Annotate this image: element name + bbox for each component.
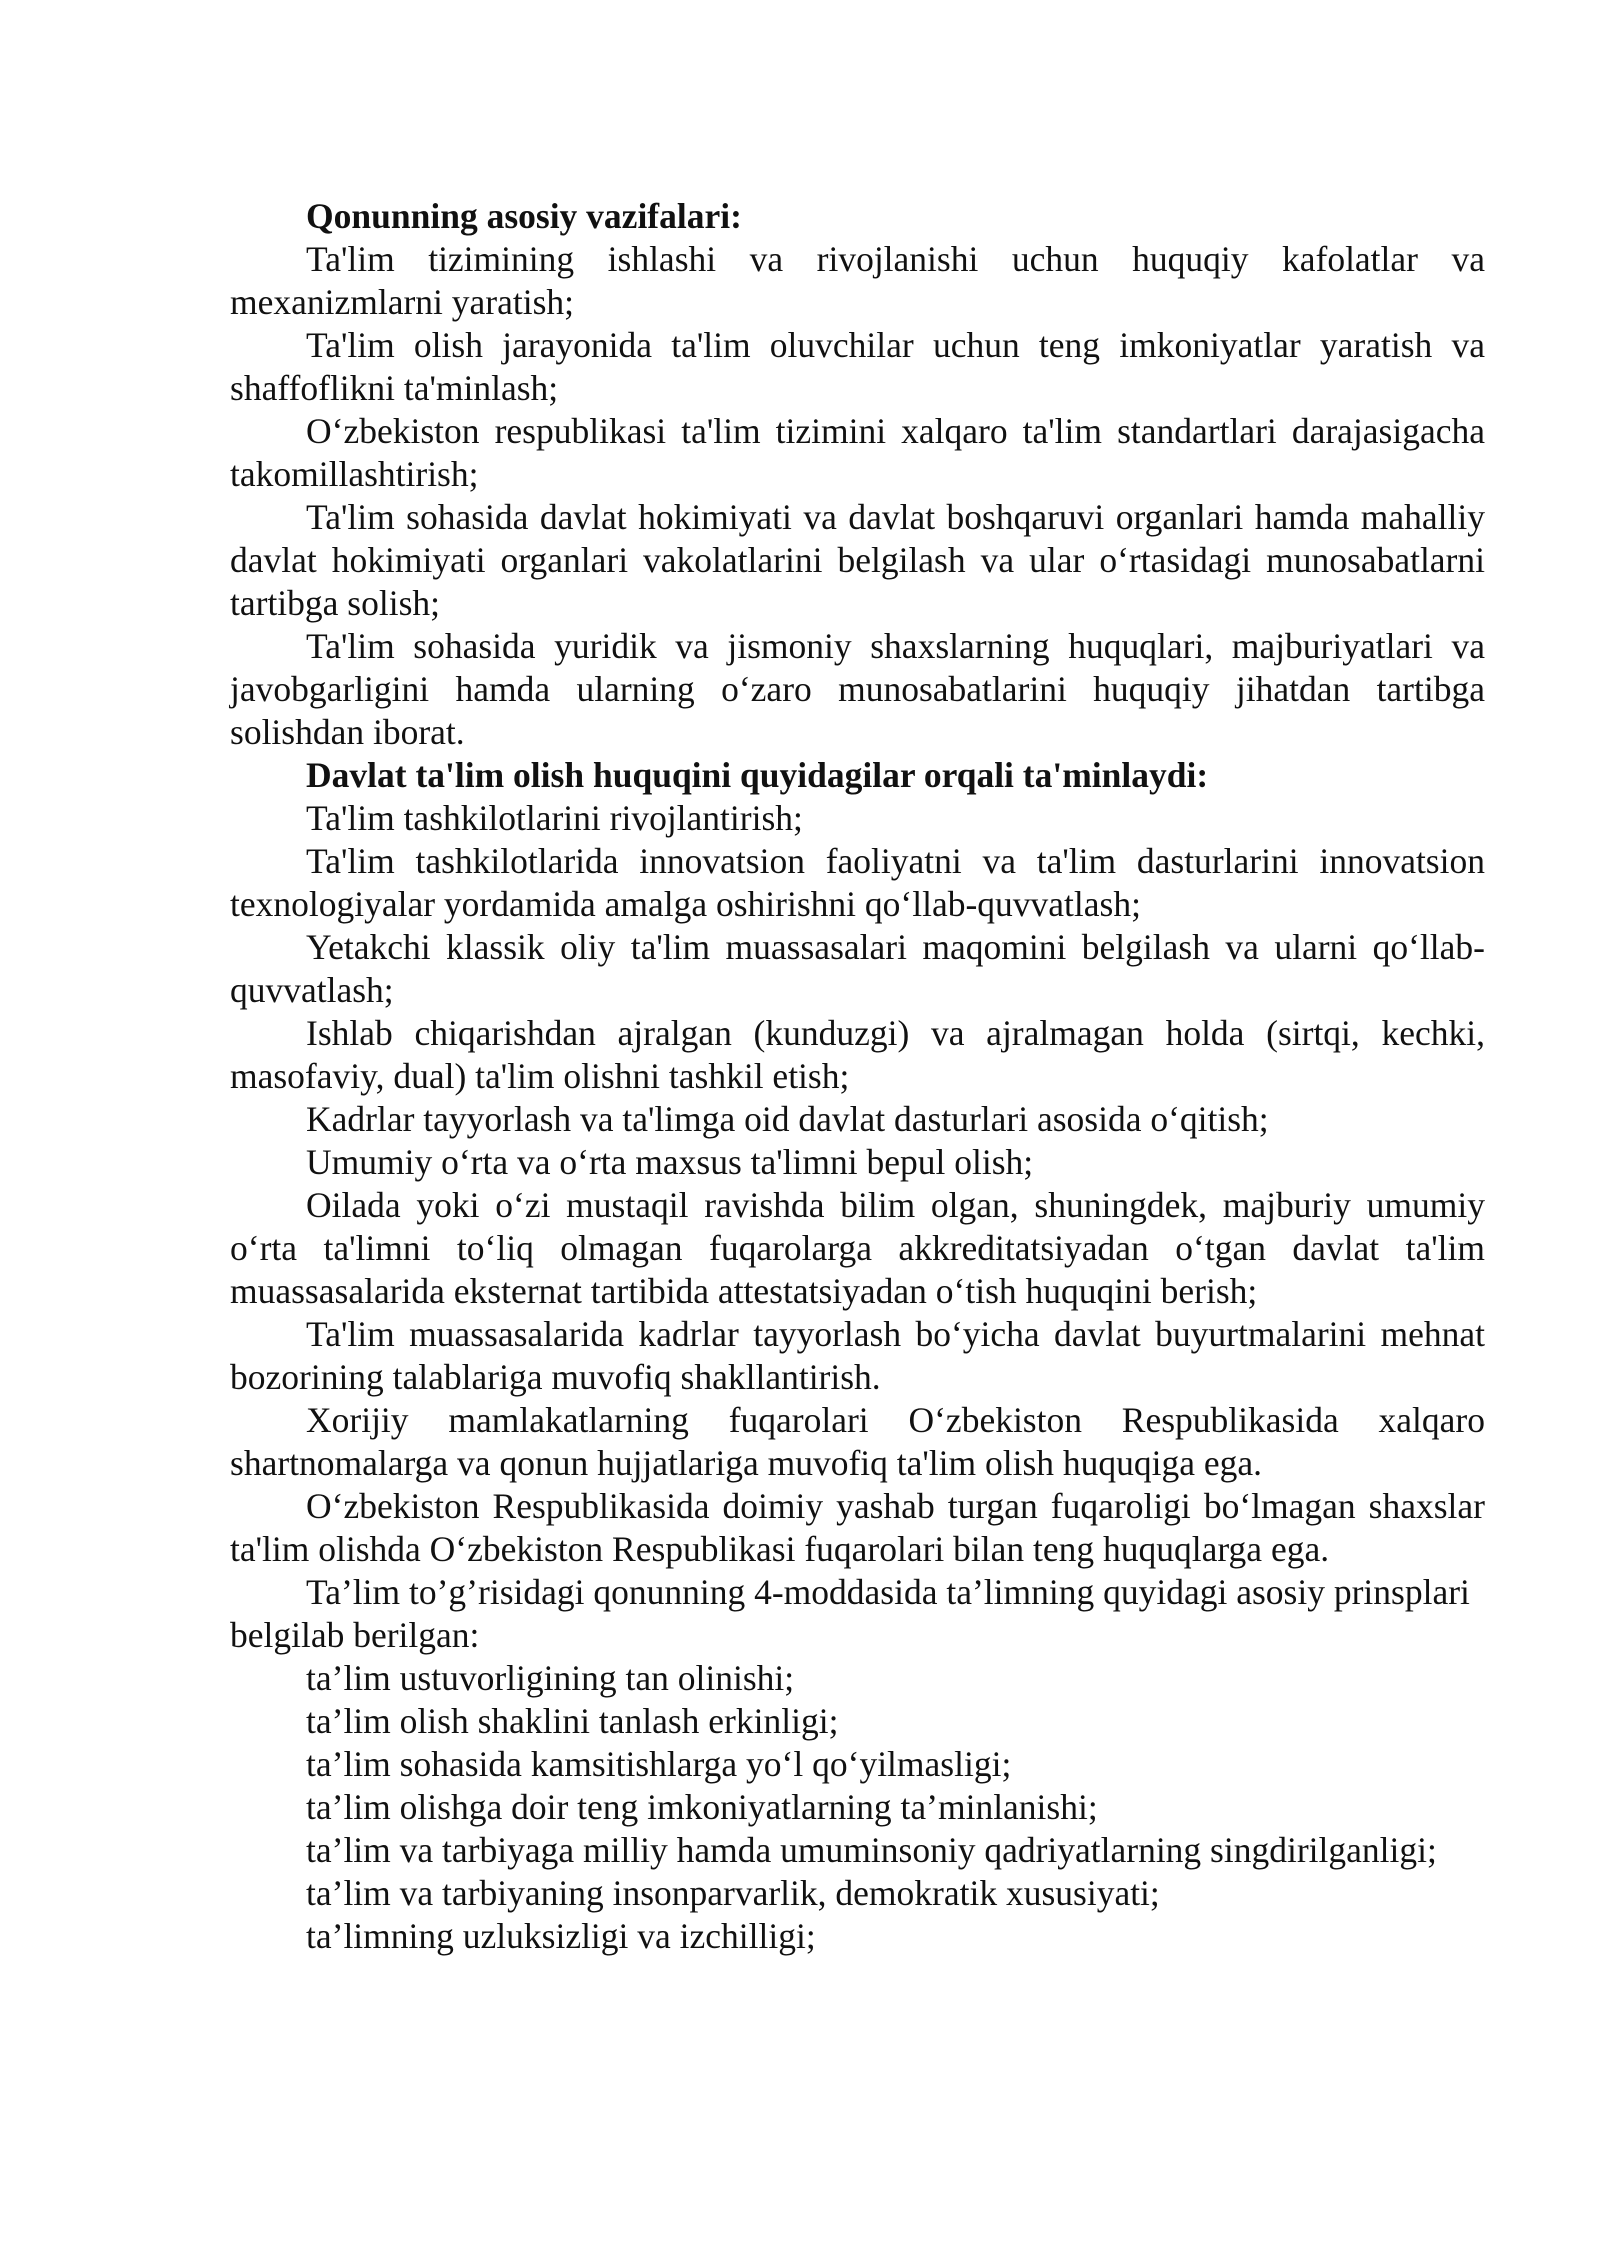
list-item: ta’lim olish shaklini tanlash erkinligi; xyxy=(306,1701,839,1741)
paragraph: Ta'lim tashkilotlarini rivojlantirish; xyxy=(306,798,803,838)
list-item: ta’lim ustuvorligining tan olinishi; xyxy=(306,1658,795,1698)
paragraph: Ta'lim olish jarayonida ta'lim oluvchilar uchun teng imkoniyatlar yaratish va shaffoflikni ta'minlash; xyxy=(230,325,1485,408)
paragraph: Oilada yoki o‘zi mustaqil ravishda bilim olgan, shuningdek, majburiy umumiy o‘rta ta'limni to‘liq olmagan fuqarolarga akkreditatsiyadan o‘tgan davlat ta'lim muassasalarida eksternat tartibida attestatsiyadan o‘tish huquqini berish; xyxy=(230,1185,1485,1311)
list-item: ta’lim va tarbiyaning insonparvarlik, demokratik xususiyati; xyxy=(306,1873,1160,1913)
paragraph: Ta'lim sohasida yuridik va jismoniy shaxslarning huquqlari, majburiyatlari va javobgarligini hamda ularning o‘zaro munosabatlarini huquqiy jihatdan tartibga solishdan iborat. xyxy=(230,626,1485,752)
list-item: ta’limning uzluksizligi va izchilligi; xyxy=(306,1916,816,1956)
list-item: ta’lim va tarbiyaga milliy hamda umuminsoniy qadriyatlarning singdirilganligi; xyxy=(306,1830,1437,1870)
paragraph: Xorijiy mamlakatlarning fuqarolari O‘zbekiston Respublikasida xalqaro shartnomalarga va qonun hujjatlariga muvofiq ta'lim olish huquqiga ega. xyxy=(230,1400,1485,1483)
paragraph: Ishlab chiqarishdan ajralgan (kunduzgi) va ajralmagan holda (sirtqi, kechki, masofaviy, dual) ta'lim olishni tashkil etish; xyxy=(230,1013,1485,1096)
paragraph: Ta'lim muassasalarida kadrlar tayyorlash bo‘yicha davlat buyurtmalarini mehnat bozorining talablariga muvofiq shakllantirish. xyxy=(230,1314,1485,1397)
paragraph: O‘zbekiston respublikasi ta'lim tizimini xalqaro ta'lim standartlari darajasigacha takomillashtirish; xyxy=(230,411,1485,494)
paragraph: Yetakchi klassik oliy ta'lim muassasalari maqomini belgilash va ularni qo‘llab-quvvatlash; xyxy=(230,927,1485,1010)
paragraph: O‘zbekiston Respublikasida doimiy yashab turgan fuqaroligi bo‘lmagan shaxslar ta'lim olishda O‘zbekiston Respublikasi fuqarolari bilan teng huquqlarga ega. xyxy=(230,1486,1485,1569)
paragraph: Kadrlar tayyorlash va ta'limga oid davlat dasturlari asosida o‘qitish; xyxy=(306,1099,1269,1139)
section-heading: Davlat ta'lim olish huquqini quyidagilar orqali ta'minlaydi: xyxy=(306,755,1209,795)
section-heading: Qonunning asosiy vazifalari: xyxy=(306,196,742,236)
list-item: ta’lim sohasida kamsitishlarga yo‘l qo‘yilmasligi; xyxy=(306,1744,1012,1784)
document-body xyxy=(230,195,1485,1958)
paragraph: Ta'lim sohasida davlat hokimiyati va davlat boshqaruvi organlari hamda mahalliy davlat hokimiyati organlari vakolatlarini belgilash va ular o‘rtasidagi munosabatlarni tartibga solish; xyxy=(230,497,1485,623)
paragraph: Ta'lim tashkilotlarida innovatsion faoliyatni va ta'lim dasturlarini innovatsion texnologiyalar yordamida amalga oshirishni qo‘llab-quvvatlash; xyxy=(230,841,1485,924)
paragraph: Ta'lim tizimining ishlashi va rivojlanishi uchun huquqiy kafolatlar va mexanizmlarni yaratish; xyxy=(230,239,1485,322)
paragraph: Umumiy o‘rta va o‘rta maxsus ta'limni bepul olish; xyxy=(306,1142,1034,1182)
paragraph: Ta’lim to’g’risidagi qonunning 4-moddasida ta’limning quyidagi asosiy prinsplari belgilab berilgan: xyxy=(230,1572,1470,1655)
list-item: ta’lim olishga doir teng imkoniyatlarning ta’minlanishi; xyxy=(306,1787,1098,1827)
